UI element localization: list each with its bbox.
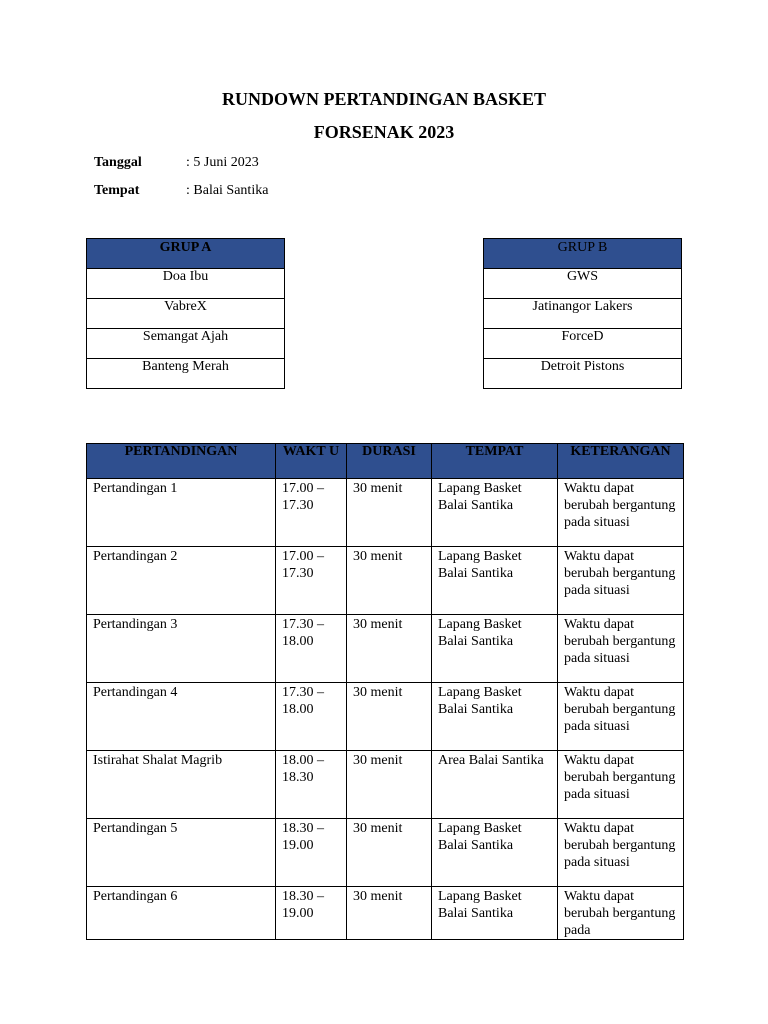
time-cell: 17.30 – 18.00 <box>276 615 347 683</box>
grup-b-team: ForceD <box>484 329 682 359</box>
table-row <box>87 819 684 887</box>
match-cell: Pertandingan 1 <box>87 479 276 547</box>
duration-cell: 30 menit <box>347 819 432 887</box>
tempat-label: Tempat <box>94 183 140 198</box>
tempat-value: : Balai Santika <box>186 183 269 198</box>
document-subtitle: FORSENAK 2023 <box>313 122 455 142</box>
table-row <box>87 547 684 615</box>
grup-a-header: GRUP A <box>87 239 285 269</box>
col-header-waktu: WAKT U <box>276 444 347 479</box>
grup-a-team: Semangat Ajah <box>87 329 285 359</box>
table-row <box>87 479 684 547</box>
table-row <box>87 887 684 940</box>
grup-a-table <box>86 238 285 389</box>
match-cell: Pertandingan 2 <box>87 547 276 615</box>
grup-a-team: Doa Ibu <box>87 269 285 299</box>
duration-cell: 30 menit <box>347 751 432 819</box>
duration-cell: 30 menit <box>347 479 432 547</box>
time-cell: 18.30 – 19.00 <box>276 819 347 887</box>
time-cell: 17.00 – 17.30 <box>276 479 347 547</box>
note-cell: Waktu dapat berubah bergantung pada situasi <box>558 819 684 887</box>
grup-b-team: Detroit Pistons <box>484 359 682 389</box>
match-cell: Pertandingan 3 <box>87 615 276 683</box>
table-row <box>87 615 684 683</box>
table-row <box>87 683 684 751</box>
match-cell: Istirahat Shalat Magrib <box>87 751 276 819</box>
time-cell: 17.00 – 17.30 <box>276 547 347 615</box>
duration-cell: 30 menit <box>347 887 432 940</box>
document-title: RUNDOWN PERTANDINGAN BASKET <box>221 89 547 109</box>
note-cell: Waktu dapat berubah bergantung pada situasi <box>558 547 684 615</box>
grup-b-header: GRUP B <box>484 239 682 269</box>
match-cell: Pertandingan 6 <box>87 887 276 940</box>
col-header-pertandingan: PERTANDINGAN <box>87 444 276 479</box>
note-cell: Waktu dapat berubah bergantung pada situasi <box>558 683 684 751</box>
col-header-keterangan: KETERANGAN <box>558 444 684 479</box>
place-cell: Lapang Basket Balai Santika <box>432 547 558 615</box>
note-cell: Waktu dapat berubah bergantung pada situasi <box>558 615 684 683</box>
place-cell: Lapang Basket Balai Santika <box>432 819 558 887</box>
place-cell: Lapang Basket Balai Santika <box>432 887 558 940</box>
place-cell: Lapang Basket Balai Santika <box>432 615 558 683</box>
table-row <box>87 751 684 819</box>
duration-cell: 30 menit <box>347 615 432 683</box>
time-cell: 17.30 – 18.00 <box>276 683 347 751</box>
match-cell: Pertandingan 4 <box>87 683 276 751</box>
duration-cell: 30 menit <box>347 683 432 751</box>
time-cell: 18.00 – 18.30 <box>276 751 347 819</box>
grup-b-table <box>483 238 682 389</box>
schedule-table <box>86 443 684 940</box>
grup-a-team: Banteng Merah <box>87 359 285 389</box>
grup-b-team: GWS <box>484 269 682 299</box>
col-header-tempat: TEMPAT <box>432 444 558 479</box>
note-cell: Waktu dapat berubah bergantung pada situasi <box>558 751 684 819</box>
grup-b-team: Jatinangor Lakers <box>484 299 682 329</box>
col-header-durasi: DURASI <box>347 444 432 479</box>
place-cell: Lapang Basket Balai Santika <box>432 683 558 751</box>
note-cell: Waktu dapat berubah bergantung pada situasi <box>558 479 684 547</box>
match-cell: Pertandingan 5 <box>87 819 276 887</box>
tanggal-value: : 5 Juni 2023 <box>186 155 259 170</box>
time-cell: 18.30 – 19.00 <box>276 887 347 940</box>
tanggal-label: Tanggal <box>94 155 142 170</box>
duration-cell: 30 menit <box>347 547 432 615</box>
place-cell: Lapang Basket Balai Santika <box>432 479 558 547</box>
grup-a-team: VabreX <box>87 299 285 329</box>
place-cell: Area Balai Santika <box>432 751 558 819</box>
note-cell: Waktu dapat berubah bergantung pada <box>558 887 684 940</box>
